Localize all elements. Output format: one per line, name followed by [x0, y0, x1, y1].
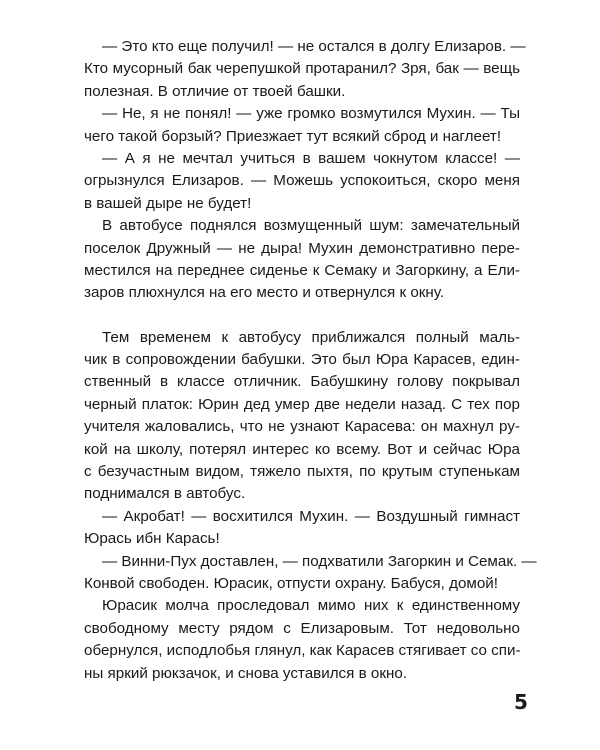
text-line: Тем временем к автобусу приближался полный маль- — [102, 328, 520, 346]
body-text — [84, 36, 537, 685]
text-line: чего такой борзый? Приезжает тут всякий сброд и наглеет! — [84, 127, 502, 145]
paragraph-5 — [84, 327, 520, 506]
text-line: — Акробат! — восхитился Мухин. — Воздушный гимнаст — [102, 507, 520, 525]
paragraph-2 — [84, 103, 520, 148]
paragraph-1 — [84, 36, 526, 103]
text-line: В автобусе поднялся возмущенный шум: замечательный — [102, 217, 520, 235]
page-number: 5 — [514, 690, 528, 714]
text-line: Кто мусорный бак черепушкой протаранил? Зря, бак — вещь — [84, 60, 520, 78]
text-line: местился на переднее сиденье к Семаку и Загоркину, а Ели- — [84, 261, 520, 279]
text-line: с безучастным видом, тяжело пыхтя, по крутым ступенькам — [84, 463, 520, 481]
text-line: ственный в классе отличник. Бабушкину голову покрывал — [84, 373, 520, 391]
text-line: свободному месту рядом с Елизаровым. Тот недовольно — [84, 619, 520, 637]
paragraph-7 — [84, 551, 537, 596]
text-line: заров плюхнулся на его место и отвернулся к окну. — [84, 284, 445, 302]
text-line: — Это кто еще получил! — не остался в долгу Елизаров. — — [102, 38, 526, 55]
text-line: Юрасик молча проследовал мимо них к единственному — [102, 597, 520, 615]
section-break — [84, 305, 520, 327]
text-line: Юрась ибн Карась! — [84, 530, 220, 548]
text-line: огрызнулся Елизаров. — Можешь успокоиться, скоро меня — [84, 172, 520, 190]
text-line: кой на школу, потерял интерес ко всему. Вот и сейчас Юра — [84, 440, 520, 458]
paragraph-3 — [84, 148, 520, 215]
text-line: поднимался в автобус. — [84, 485, 246, 503]
paragraph-8 — [84, 595, 520, 685]
paragraph-6 — [84, 506, 520, 551]
text-line: чик в сопровождении бабушки. Это был Юра Карасев, един- — [84, 351, 520, 369]
text-line: поселок Дружный — не дыра! Мухин демонстративно пере- — [84, 239, 520, 257]
text-line: Конвой свободен. Юрасик, отпусти охрану. Бабуся, домой! — [84, 574, 498, 592]
text-line: ны яркий рюкзачок, и снова уставился в окно. — [84, 664, 408, 682]
text-line: в вашей дыре не будет! — [84, 194, 252, 212]
text-line: — Не, я не понял! — уже громко возмутился Мухин. — Ты — [102, 105, 520, 123]
text-line: обернулся, исподлобья глянул, как Карасев стягивает со спи- — [84, 642, 521, 660]
text-line: черный платок: Юрин дед умер две недели назад. С тех пор — [84, 395, 520, 413]
text-line: — А я не мечтал учиться в вашем чокнутом классе! — — [102, 149, 520, 167]
paragraph-4 — [84, 215, 520, 305]
text-line: полезная. В отличие от твоей башки. — [84, 82, 346, 100]
text-line: — Винни-Пух доставлен, — подхватили Загоркин и Семак. — — [102, 552, 537, 570]
text-line: учителя жаловались, что не узнают Карасева: он махнул ру- — [84, 418, 520, 436]
